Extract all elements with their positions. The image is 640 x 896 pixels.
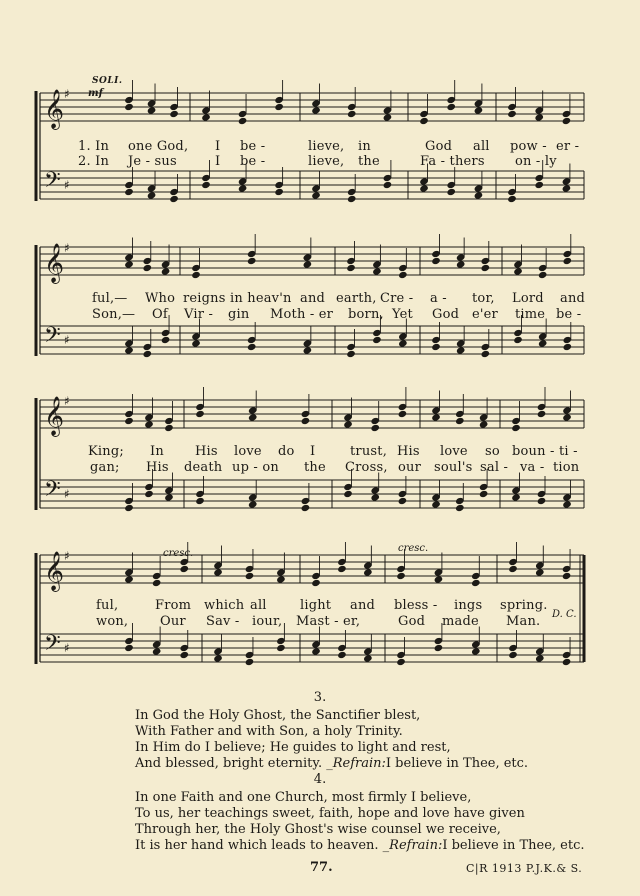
lyric-word: sal - (480, 460, 509, 475)
lyric-word: trust, (350, 444, 388, 459)
lyric-word: in heav'n (230, 291, 292, 306)
lyric-word: King; (88, 444, 124, 459)
note-head (513, 336, 523, 344)
note-head (245, 658, 255, 666)
lyric-word: and (560, 291, 586, 306)
note-head (535, 568, 545, 576)
lyric-word: Moth - er (270, 307, 334, 322)
note-head (562, 658, 572, 666)
treble-clef-icon: 𝄞 (44, 396, 65, 436)
note-head (195, 497, 205, 505)
lyric-word: Yet (392, 307, 413, 322)
verse-line-last (135, 756, 605, 772)
lyric-word: From (155, 598, 192, 613)
lyric-word: 2. In (78, 154, 110, 169)
lyric-word: His (195, 444, 218, 459)
verse-line: With Father and with Son, a holy Trinity. (135, 724, 403, 739)
lyric-word: er - (556, 139, 580, 154)
refrain-label: _Refrain: (382, 838, 443, 853)
lyric-word: His (146, 460, 169, 475)
refrain-text: I believe in Thee, etc. (442, 838, 585, 853)
note-head (337, 651, 347, 659)
verse-text: It is her hand which leads to heaven. (135, 838, 379, 853)
note-head (142, 264, 152, 272)
note-head (311, 106, 321, 114)
note-head (481, 350, 491, 358)
sharp-icon: ♯ (64, 641, 70, 655)
verse-3 (135, 690, 605, 772)
note-head (303, 260, 313, 268)
verse-line: Through her, the Holy Ghost's wise counsel we receive, (135, 822, 501, 837)
lyric-word: His (397, 444, 420, 459)
bass-clef-icon: 𝄢 (44, 168, 61, 198)
lyric-word: Cross, (345, 460, 388, 475)
note-head (446, 188, 456, 196)
note-head (346, 350, 356, 358)
lyric-word: Sav - (206, 614, 240, 629)
note-head (419, 117, 429, 125)
note-head (191, 339, 201, 347)
note-head (179, 651, 189, 659)
lyric-word: light (300, 598, 332, 613)
note-head (534, 113, 544, 121)
lyric-word: spring. (500, 598, 548, 613)
note-head (343, 490, 353, 498)
note-head (363, 654, 373, 662)
note-head (431, 343, 441, 351)
note-head (147, 106, 157, 114)
lyric-word: ings (454, 598, 483, 613)
note-head (507, 110, 517, 118)
treble-clef-icon: 𝄞 (44, 89, 65, 129)
lyric-word: in (358, 139, 371, 154)
note-head (124, 417, 134, 425)
treble-clef-icon: 𝄞 (44, 243, 65, 283)
note-head (398, 497, 408, 505)
note-head (398, 271, 408, 279)
note-head (563, 257, 573, 265)
lyric-word: be - (556, 307, 582, 322)
note-head (337, 565, 347, 573)
note-head (303, 346, 313, 354)
note-head (372, 336, 382, 344)
lyric-word: Son,— (92, 307, 136, 322)
note-head (124, 103, 134, 111)
note-head (161, 267, 171, 275)
note-head (455, 504, 465, 512)
note-head (456, 260, 466, 268)
sharp-icon: ♯ (64, 394, 70, 408)
lyric-word: gin (228, 307, 250, 322)
note-head (311, 647, 321, 655)
note-head (124, 346, 134, 354)
lyric-word: God (398, 614, 426, 629)
lyric-word: In (150, 444, 164, 459)
lyric-word: Vir - (184, 307, 214, 322)
lyric-word: death (184, 460, 223, 475)
lyric-word: Man. (506, 614, 541, 629)
lyric-word: Of (152, 307, 168, 322)
sharp-icon: ♯ (64, 241, 70, 255)
verse-4 (135, 772, 605, 854)
note-head (511, 424, 521, 432)
lyric-word: tor, (472, 291, 495, 306)
note-head (247, 343, 257, 351)
verse-line: To us, her teachings sweet, faith, hope and love have given (135, 806, 525, 821)
lyric-word: God (432, 307, 460, 322)
sharp-icon: ♯ (64, 178, 70, 192)
note-head (474, 106, 484, 114)
lyric-word: be - (240, 154, 266, 169)
note-head (152, 647, 162, 655)
note-head (370, 424, 380, 432)
note-head (534, 181, 544, 189)
lyric-word: soul's (434, 460, 473, 475)
sharp-icon: ♯ (64, 333, 70, 347)
lyric-word: a - (430, 291, 447, 306)
copyright-notice: C|R 1913 P.J.K.& S. (466, 862, 583, 875)
note-head (370, 493, 380, 501)
note-head (481, 264, 491, 272)
lyric-word: Who (145, 291, 176, 306)
note-head (434, 575, 444, 583)
lyric-word: Fa - thers (420, 154, 485, 169)
note-head (479, 490, 489, 498)
lyric-word: God (425, 139, 453, 154)
treble-clef-icon: 𝄞 (44, 551, 65, 591)
page-number: 77. (310, 860, 333, 875)
lyric-word: boun - ti - (512, 444, 578, 459)
lyric-word: all (473, 139, 490, 154)
lyric-word: earth, (336, 291, 377, 306)
note-head (363, 568, 373, 576)
note-head (471, 579, 481, 587)
note-head (347, 195, 357, 203)
note-head (396, 572, 406, 580)
note-head (248, 500, 258, 508)
note-head (164, 493, 174, 501)
note-head (238, 184, 248, 192)
lyric-word: va - (520, 460, 545, 475)
sharp-icon: ♯ (64, 487, 70, 501)
verse-text: And blessed, bright eternity. (135, 756, 323, 771)
lyric-word: which (204, 598, 245, 613)
note-head (274, 103, 284, 111)
soli-marking: SOLI. (92, 76, 123, 86)
note-head (191, 271, 201, 279)
note-head (431, 257, 441, 265)
note-head (562, 500, 572, 508)
note-head (383, 181, 393, 189)
refrain-text: I believe in Thee, etc. (385, 756, 529, 771)
note-head (508, 565, 518, 573)
note-head (213, 568, 223, 576)
note-head (274, 188, 284, 196)
lyric-word: lieve, (308, 154, 345, 169)
note-head (537, 410, 547, 418)
note-head (562, 184, 572, 192)
note-head (537, 497, 547, 505)
note-head (513, 267, 523, 275)
note-head (383, 113, 393, 121)
note-head (431, 500, 441, 508)
lyric-word: the (358, 154, 380, 169)
lyric-word: do (278, 444, 295, 459)
lyric-word: time (515, 307, 546, 322)
note-head (144, 420, 154, 428)
note-head (372, 267, 382, 275)
lyric-word: ful,— (92, 291, 128, 306)
note-head (434, 644, 444, 652)
note-head (213, 654, 223, 662)
note-head (311, 191, 321, 199)
note-head (201, 113, 211, 121)
lyric-word: tion (553, 460, 580, 475)
lyric-word: pow - (510, 139, 547, 154)
note-head (347, 110, 357, 118)
note-head (301, 504, 311, 512)
lyric-word: and (300, 291, 326, 306)
lyric-word: I (215, 154, 221, 169)
cresc-marking-1: cresc. (163, 548, 194, 559)
note-head (142, 350, 152, 358)
lyric-word: reigns (183, 291, 226, 306)
note-head (152, 579, 162, 587)
lyric-word: and (350, 598, 376, 613)
lyric-word: 1. In (78, 139, 110, 154)
note-head (346, 264, 356, 272)
sharp-icon: ♯ (64, 87, 70, 101)
note-head (161, 336, 171, 344)
note-head (343, 420, 353, 428)
lyric-word: Cre - (380, 291, 414, 306)
dc-marking: D. C. (552, 609, 577, 620)
lyric-word: love (440, 444, 468, 459)
note-head (179, 565, 189, 573)
lyric-word: be - (240, 139, 266, 154)
lyric-word: Mast - er, (296, 614, 361, 629)
note-head (535, 654, 545, 662)
lyric-word: love (234, 444, 262, 459)
lyric-word: I (215, 139, 221, 154)
bass-clef-icon: 𝄢 (44, 477, 61, 507)
note-head (245, 572, 255, 580)
sharp-icon: ♯ (64, 549, 70, 563)
note-head (301, 417, 311, 425)
lyric-word: up - on (232, 460, 279, 475)
note-head (563, 343, 573, 351)
note-head (446, 103, 456, 111)
note-head (562, 572, 572, 580)
note-head (562, 413, 572, 421)
note-head (562, 117, 572, 125)
verse-line-last (135, 838, 605, 854)
lyric-word: made (442, 614, 479, 629)
verse-number: 4. (313, 772, 327, 787)
note-head (511, 493, 521, 501)
note-head (538, 271, 548, 279)
note-head (311, 579, 321, 587)
lyric-word: iour, (252, 614, 283, 629)
lyric-word: gan; (90, 460, 120, 475)
note-head (396, 658, 406, 666)
lyric-word: Lord (512, 291, 544, 306)
lyric-word: lieve, (308, 139, 345, 154)
verse-line: In God the Holy Ghost, the Sanctifier blest, (135, 708, 421, 723)
mf-dynamic: mf (88, 88, 103, 99)
lyric-word: one God, (128, 139, 189, 154)
lyric-word: the (304, 460, 326, 475)
note-head (248, 413, 258, 421)
note-head (398, 410, 408, 418)
note-head (238, 117, 248, 125)
lyric-word: all (250, 598, 267, 613)
note-head (471, 647, 481, 655)
note-head (398, 339, 408, 347)
bass-clef-icon: 𝄢 (44, 323, 61, 353)
cresc-marking-2: cresc. (398, 543, 429, 554)
note-head (169, 110, 179, 118)
lyric-word: e'er (472, 307, 498, 322)
note-head (474, 191, 484, 199)
note-head (201, 181, 211, 189)
note-head (124, 260, 134, 268)
note-head (124, 644, 134, 652)
note-head (479, 420, 489, 428)
note-head (169, 195, 179, 203)
note-head (508, 651, 518, 659)
note-head (124, 188, 134, 196)
lyric-word: so (485, 444, 500, 459)
verse-number: 3. (313, 690, 327, 705)
note-head (195, 410, 205, 418)
note-head (456, 346, 466, 354)
lyric-word: won, (96, 614, 129, 629)
lyric-word: ful, (96, 598, 119, 613)
verse-line: In Him do I believe; He guides to light and rest, (135, 740, 451, 755)
note-head (507, 195, 517, 203)
lyric-word: Our (160, 614, 186, 629)
lyric-word: Je - sus (128, 154, 177, 169)
lyric-word: on - ly (515, 154, 557, 169)
note-head (247, 257, 257, 265)
note-head (144, 490, 154, 498)
lyric-word: bless - (394, 598, 438, 613)
lyric-word: I (310, 444, 316, 459)
note-head (276, 575, 286, 583)
note-head (276, 644, 286, 652)
lyric-word: born, (348, 307, 384, 322)
note-head (124, 575, 134, 583)
refrain-label: _Refrain: (326, 756, 386, 771)
note-head (147, 191, 157, 199)
verse-line: In one Faith and one Church, most firmly I believe, (135, 790, 472, 805)
note-head (538, 339, 548, 347)
note-head (455, 417, 465, 425)
lyric-word: our (398, 460, 422, 475)
note-head (431, 413, 441, 421)
note-head (419, 184, 429, 192)
note-head (124, 504, 134, 512)
note-head (164, 424, 174, 432)
bass-clef-icon: 𝄢 (44, 631, 61, 661)
